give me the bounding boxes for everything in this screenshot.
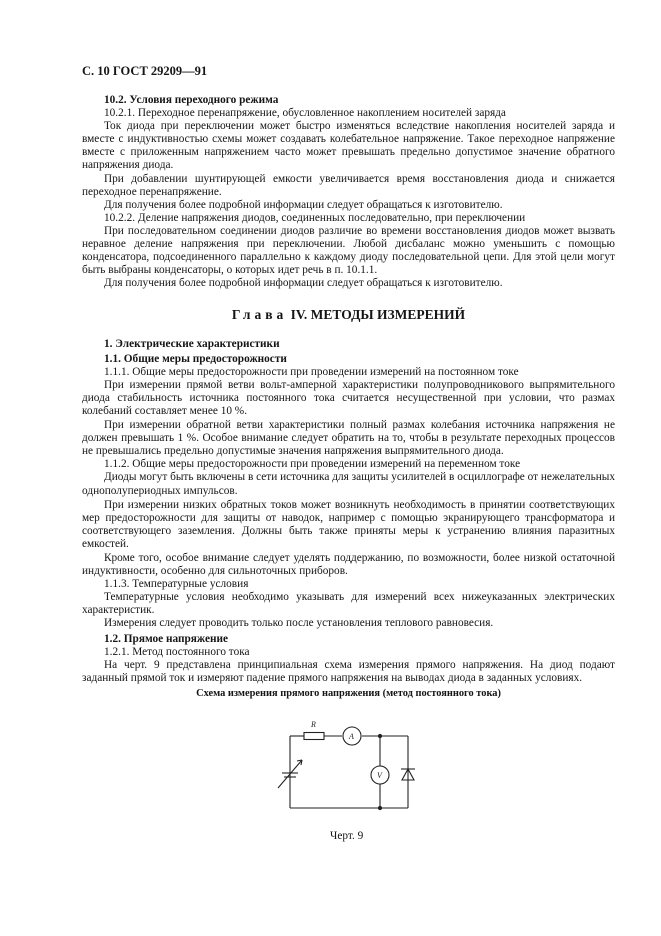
document-body <box>82 92 615 700</box>
paragraph: При измерении обратной ветви характеристики полный размах колебания источника напряжения не должен превышать 1 %. Особое внимание следует обратить на то, чтобы в результате переходных процессов не превышались предельно допустимые значения напряжения выпрямительного диода. <box>82 419 615 458</box>
paragraph: Ток диода при переключении может быстро изменяться вследствие накопления носителей заряда и вместе с индуктивностью схемы может создавать колебательное напряжение. Такое переходное напряжение вместе с приложенным напряжением часто может превышать предельно допустимое значение обратного напряжения диода. <box>82 120 615 172</box>
subsection-1-1-3: 1.1.3. Температурные условия <box>104 578 249 591</box>
ammeter-label: A <box>349 732 354 741</box>
subsection-10-2-2: 10.2.2. Деление напряжения диодов, соединенных последовательно, при переключении <box>104 211 526 224</box>
figure-caption: Схема измерения прямого напряжения (метод постоянного тока) <box>196 687 501 699</box>
subsection-1-1-1: 1.1.1. Общие меры предосторожности при проведении измерений на постоянном токе <box>104 365 519 378</box>
section-heading-1-2: 1.2. Прямое напряжение <box>104 632 228 645</box>
figure-number: Черт. 9 <box>330 830 364 842</box>
voltmeter-label: V <box>377 771 382 780</box>
paragraph: На черт. 9 представлена принципиальная схема измерения прямого напряжения. На диод подают заданный прямой ток и измеряют падение прямого напряжения на выводах диода в заданных условиях. <box>82 658 615 684</box>
paragraph: Диоды могут быть включены в сети источника для защиты усилителей в осциллографе от нежелательных однополупериодных импульсов. <box>82 471 616 497</box>
subsection-1-1-2: 1.1.2. Общие меры предосторожности при проведении измерений на переменном токе <box>104 458 521 471</box>
junction-dot <box>378 734 381 737</box>
subsection-1-2-1: 1.2.1. Метод постоянного тока <box>104 645 250 658</box>
chapter-word: Глава <box>231 307 288 323</box>
page-header: С. 10 ГОСТ 29209—91 <box>82 64 208 78</box>
paragraph: При измерении низких обратных токов может возникнуть необходимость в принятии соответствующих мер предосторожности для защиты от наводок, например с помощью экранирующего трансформатора и соответствующего заземления. Должны быть также приняты меры к устранению влияния паразитных емкостей. <box>82 498 615 550</box>
paragraph: Для получения более подробной информации следует обращаться к изготовителю. <box>104 198 503 211</box>
paragraph: При измерении прямой ветви вольт-амперной характеристики полупроводникового выпрямительного диода стабильность источника постоянного тока считается несущественной при условии, что размах колебаний составляет менее 10 %. <box>82 378 615 417</box>
subsection-10-2-1: 10.2.1. Переходное перенапряжение, обусловленное накоплением носителей заряда <box>104 107 506 120</box>
chapter-title: IV. МЕТОДЫ ИЗМЕРЕНИЙ <box>290 307 466 323</box>
resistor <box>304 733 324 740</box>
paragraph: Температурные условия необходимо указывать для измерений всех нижеуказанных электрических характеристик. <box>82 591 615 617</box>
junction-dot <box>378 806 381 809</box>
paragraph: Измерения следует проводить только после установления теплового равновесия. <box>104 617 494 630</box>
paragraph: При добавлении шунтирующей емкости увеличивается время восстановления диода и снижается переходное перенапряжение. <box>82 172 615 198</box>
paragraph: При последовательном соединении диодов различие во времени восстановления диодов может вызвать неравное деление напряжения при переключении. Любой дисбаланс можно уменьшить с помощью конденсатора, подсоединенного параллельно к каждому диоду последовательной цепи. Для этой цели могут быть выбраны конденсаторы, о которых идет речь в п. 10.1.1. <box>82 224 615 277</box>
paragraph: Для получения более подробной информации следует обращаться к изготовителю. <box>104 277 503 290</box>
section-heading-1-1: 1.1. Общие меры предосторожности <box>104 352 287 365</box>
chapter-heading <box>82 308 615 321</box>
paragraph: Кроме того, особое внимание следует уделять поддержанию, по возможности, более низкой остаточной индуктивности, особенно для сильноточных приборов. <box>82 552 615 578</box>
section-heading-10-2: 10.2. Условия переходного режима <box>104 94 279 106</box>
section-heading-1: 1. Электрические характеристики <box>104 337 280 350</box>
resistor-label: R <box>311 720 316 729</box>
circuit-diagram <box>270 708 420 818</box>
